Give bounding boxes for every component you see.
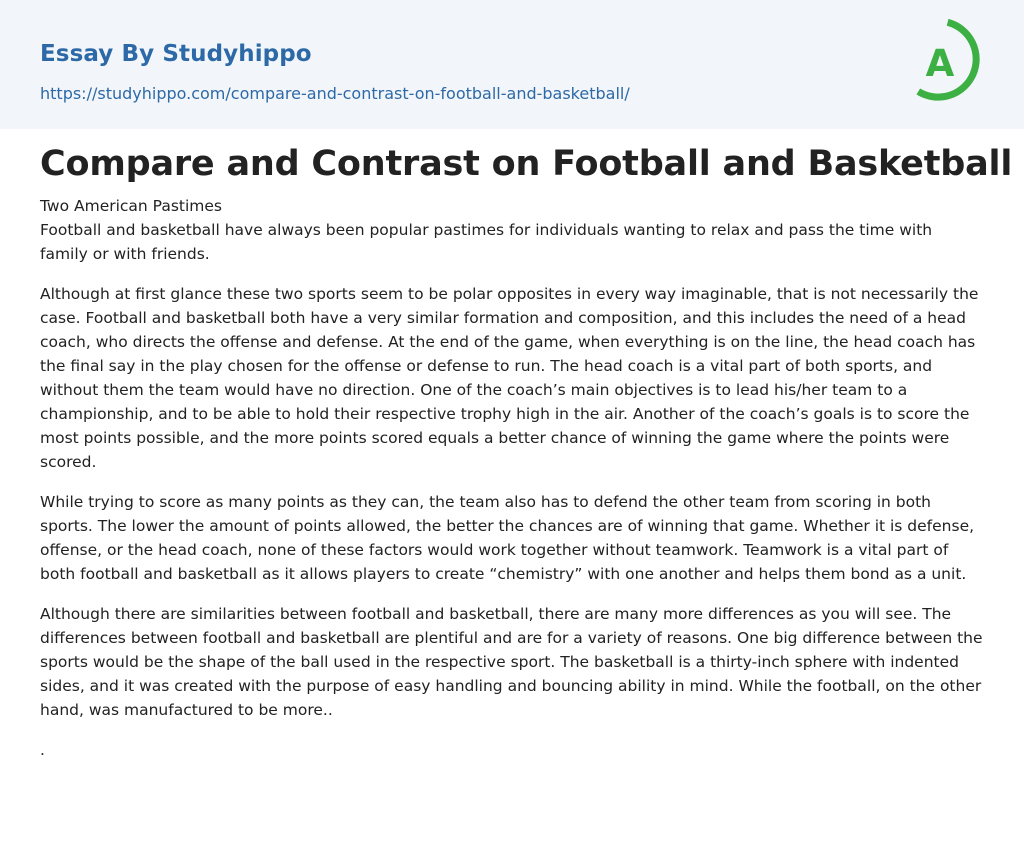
essay-url-link[interactable]: https://studyhippo.com/compare-and-contrast-on-football-and-basketball/ [40, 84, 630, 103]
page-title: Compare and Contrast on Football and Basketball [40, 144, 1013, 184]
essay-paragraph: Although there are similarities between football and basketball, there are many more differences as you will see. The differences between football and basketball are plentiful and are for a variety of reasons. One big difference between the sports would be the shape of the ball used in the respective sport. The basketball is a thirty-inch sphere with indented sides, and it was created with the purpose of easy handling and bouncing ability in mind. While the football, on the other hand, was manufactured to be more.. [40, 605, 983, 719]
essay-subtitle: Two American Pastimes [40, 197, 222, 215]
site-brand[interactable]: Essay By Studyhippo [40, 41, 312, 67]
essay-body [40, 194, 984, 762]
trailing-dot: . [40, 741, 45, 759]
essay-paragraph: Although at first glance these two sports seem to be polar opposites in every way imaginable, that is not necessarily the case. Football and basketball both have a very similar formation and composition, and this includes the need of a head coach, who directs the offense and defense. At the end of the game, when everything is on the line, the head coach has the final say in the play chosen for the offense or defense to run. The head coach is a vital part of both sports, and without them the team would have no direction. One of the coach’s main objectives is to lead his/her team to a championship, and to be able to hold their respective trophy high in the air. Another of the coach’s goals is to score the most points possible, and the more points scored equals a better chance of winning the game where the points were scored. [40, 285, 979, 471]
essay-paragraph: Football and basketball have always been popular pastimes for individuals wanting to relax and pass the time with family or with friends. [40, 221, 933, 263]
logo-letter: A [925, 42, 955, 85]
site-header [0, 0, 1024, 129]
essay-paragraph: While trying to score as many points as they can, the team also has to defend the other team from scoring in both sports. The lower the amount of points allowed, the better the chances are of winning that game. Whether it is defense, offense, or the head coach, none of these factors would work together without teamwork. Teamwork is a vital part of both football and basketball as it allows players to create “chemistry” with one another and helps them bond as a unit. [40, 493, 975, 583]
studyhippo-logo-icon[interactable] [912, 18, 986, 106]
